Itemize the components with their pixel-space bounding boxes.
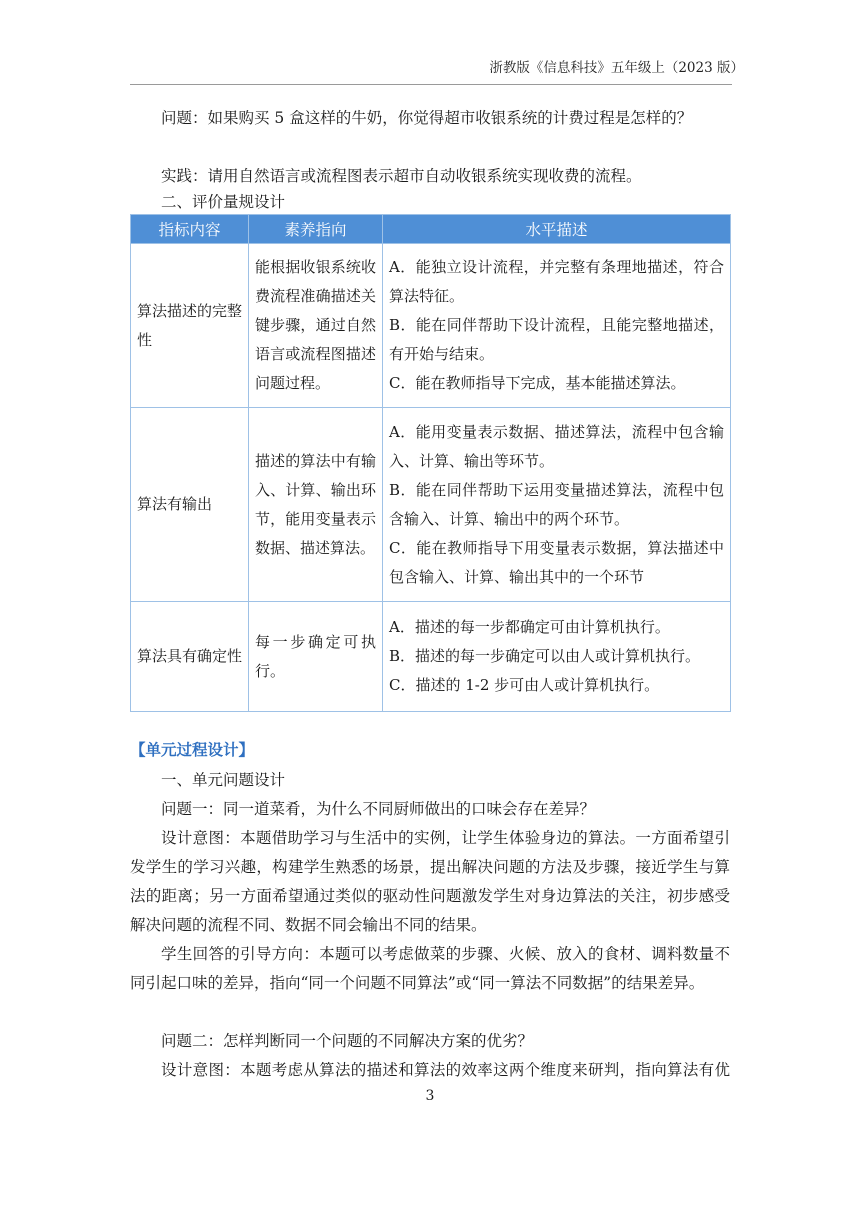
level-b: B．能在同伴帮助下运用变量描述算法，流程中包含输入、计算、输出中的两个环节。 <box>389 480 724 528</box>
header-level: 水平描述 <box>383 215 731 244</box>
question-one-intent: 设计意图：本题借助学习与生活中的实例，让学生体验身边的算法。一方面希望引发学生的学习兴趣，构建学生熟悉的场景，提出解决问题的方法及步骤，接近学生与算法的距离；另一方面希望通过类似的驱动性问题激发学生对身边算法的关注，初步感受解决问题的流程不同、数据不同会输出不同的结果。 <box>130 829 730 934</box>
indicator-cell: 算法具有确定性 <box>131 602 249 712</box>
level-a: A．能用变量表示数据、描述算法，流程中包含输入、计算、输出等环节。 <box>389 422 724 470</box>
level-cell <box>383 244 731 408</box>
unit-heading: 一、单元问题设计 <box>161 771 286 789</box>
level-b: B．能在同伴帮助下设计流程，且能完整地描述，有开始与结束。 <box>389 316 724 363</box>
rubric-table <box>130 214 731 712</box>
level-cell <box>383 602 731 712</box>
level-a: A．能独立设计流程，并完整有条理地描述，符合算法特征。 <box>389 258 724 305</box>
running-header: 浙教版《信息科技》五年级上（2023 版） <box>489 60 744 76</box>
question-one-guide: 学生回答的引导方向：本题可以考虑做菜的步骤、火候、放入的食材、调料数量不同引起口味的差异，指向“同一个问题不同算法”或“同一算法不同数据”的结果差异。 <box>130 945 730 992</box>
question-two: 问题二：怎样判断同一个问题的不同解决方案的优劣？ <box>161 1032 534 1050</box>
literacy-cell: 能根据收银系统收费流程准确描述关键步骤，通过自然语言或流程图描述问题过程。 <box>249 244 383 408</box>
question-paragraph: 问题：如果购买 5 盒这样的牛奶，你觉得超市收银系统的计费过程是怎样的？ <box>161 109 693 127</box>
section-title: 【单元过程设计】 <box>130 741 255 759</box>
header-literacy: 素养指向 <box>249 215 383 244</box>
indicator-cell: 算法有输出 <box>131 408 249 602</box>
rubric-heading: 二、评价量规设计 <box>161 193 286 211</box>
table-header-row <box>131 215 731 244</box>
table-row <box>131 602 731 712</box>
level-c: C．能在教师指导下完成，基本能描述算法。 <box>389 374 686 392</box>
question-one: 问题一：同一道菜肴，为什么不同厨师做出的口味会存在差异？ <box>161 800 596 818</box>
question-two-intent: 设计意图：本题考虑从算法的描述和算法的效率这两个维度来研判，指向算法有优 <box>161 1061 730 1079</box>
level-c: C．描述的 1-2 步可由人或计算机执行。 <box>389 676 660 694</box>
literacy-cell: 描述的算法中有输入、计算、输出环节，能用变量表示数据、描述算法。 <box>249 408 383 602</box>
level-cell <box>383 408 731 602</box>
header-indicator: 指标内容 <box>131 215 249 244</box>
practice-paragraph: 实践：请用自然语言或流程图表示超市自动收银系统实现收费的流程。 <box>161 167 642 185</box>
indicator-cell: 算法描述的完整性 <box>131 244 249 408</box>
level-c: C．能在教师指导下用变量表示数据，算法描述中包含输入、计算、输出其中的一个环节 <box>389 538 724 586</box>
literacy-cell: 每一步确定可执行。 <box>249 602 383 712</box>
level-b: B．描述的每一步确定可以由人或计算机执行。 <box>389 647 701 665</box>
header-rule <box>130 84 732 85</box>
table-row <box>131 244 731 408</box>
page-number: 3 <box>425 1088 435 1104</box>
table-row <box>131 408 731 602</box>
level-a: A．描述的每一步都确定可由计算机执行。 <box>389 618 670 636</box>
